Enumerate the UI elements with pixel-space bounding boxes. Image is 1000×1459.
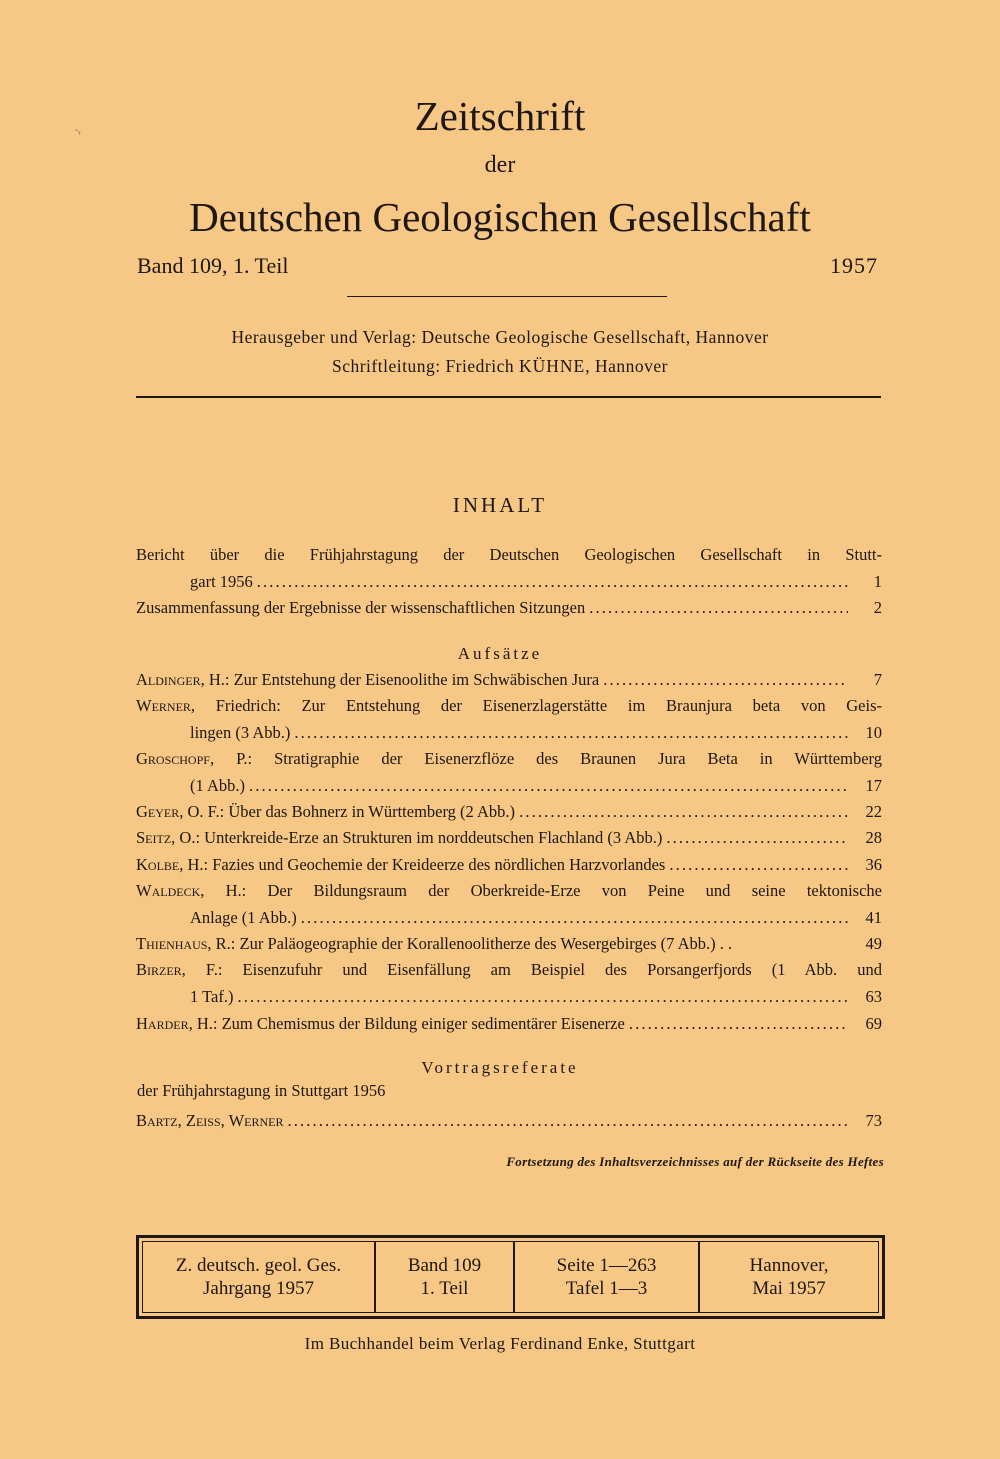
leader-dots (301, 905, 848, 932)
leader-dots (666, 825, 848, 852)
leader-dots (237, 984, 848, 1011)
editor-label: Schriftleitung: Friedrich (331, 356, 519, 376)
journal-title-line1: Zeitschrift (414, 93, 586, 139)
toc-title: , H.: Zur Entstehung der Eisenoolithe im Schwäbischen Jura (200, 670, 600, 689)
toc-entry (136, 1011, 882, 1038)
short-divider (347, 296, 667, 297)
journal-title-line3: Deutschen Geologischen Gesellschaft (189, 194, 811, 240)
toc-author: Werner (136, 696, 191, 715)
toc-entry (136, 746, 882, 799)
toc-page-number: 41 (865, 907, 882, 927)
editor-line (0, 356, 1000, 377)
toc-page-number: 69 (865, 1014, 882, 1033)
editor-city: , Hannover (585, 356, 668, 376)
toc-page-number: 73 (865, 1111, 882, 1130)
citation-box (136, 1235, 885, 1319)
toc-title: , P.: Stratigraphie der Eisenerzflöze des Braunen Jura Beta in Württemberg (209, 749, 882, 768)
toc-title: , H.: Der Bildungsraum der Oberkreide-Erze von Peine und seine tektonische (200, 881, 882, 900)
toc-entry-text: Zusammenfassung der Ergebnisse der wissenschaftlichen Sitzungen (136, 598, 586, 617)
toc-page-number: 22 (865, 802, 882, 821)
toc-page-number: 1 (873, 571, 882, 591)
leader-dots (629, 1011, 848, 1038)
toc-title: , O.: Unterkreide-Erze an Strukturen im norddeutschen Flachland (3 Abb.) (171, 828, 663, 847)
cell-line2: Jahrgang 1957 (203, 1278, 314, 1299)
toc-page-number: 17 (865, 775, 882, 795)
citation-cell-journal (143, 1242, 376, 1312)
long-divider (136, 396, 881, 398)
toc-author: Groschopf (136, 749, 210, 768)
toc-entry (136, 878, 882, 931)
toc-page-number: 28 (865, 828, 882, 847)
journal-title-line2: der (484, 152, 516, 178)
cell-line2: Tafel 1—3 (565, 1278, 648, 1299)
toc-entry (136, 693, 882, 746)
toc-title: , R.: Zur Paläogeographie der Korallenoolitherze des Wesergebirges (7 Abb.) . . (207, 934, 733, 953)
toc-title-line2: Anlage (1 Abb.) (190, 907, 297, 927)
cell-line1: Band 109 (407, 1255, 482, 1276)
cell-line2: 1. Teil (420, 1278, 469, 1299)
stray-mark: ˚ᵞ (75, 128, 81, 138)
toc-author: Seitz (136, 828, 172, 847)
continuation-note: Fortsetzung des Inhaltsverzeichnisses auf der Rückseite des Heftes (506, 1154, 884, 1169)
toc-entry (136, 1108, 882, 1135)
leader-dots (249, 773, 848, 800)
toc-page-number: 63 (865, 986, 882, 1006)
editor-surname: KÜHNE (518, 356, 586, 376)
toc-author: Kolbe (136, 855, 180, 874)
toc-title: , F.: Eisenzufuhr und Eisenfällung am Beispiel des Porsangerfjords (1 Abb. und (181, 960, 882, 979)
citation-cell-place-date (700, 1242, 878, 1312)
toc-title: , H.: Fazies und Geochemie der Kreideerze des nördlichen Harzvorlandes (179, 855, 666, 874)
section-heading-lectures: Vortragsreferate (421, 1058, 579, 1077)
toc-author: Thienhaus (136, 934, 208, 953)
toc-entry (136, 931, 882, 958)
toc-entry (136, 957, 882, 1010)
toc-author: Birzer (136, 960, 182, 979)
toc-author: Aldinger (136, 670, 201, 689)
toc-entry (136, 595, 882, 622)
trade-note: Im Buchhandel beim Verlag Ferdinand Enke, Stuttgart (304, 1334, 696, 1353)
toc-author: Waldeck (136, 881, 201, 900)
toc-title-line2: 1 Taf.) (190, 986, 234, 1006)
toc-title: , Friedrich: Zur Entstehung der Eisenerzlagerstätte im Braunjura beta von Geis- (190, 696, 882, 715)
leader-dots (589, 595, 848, 622)
contents-heading: INHALT (452, 493, 548, 517)
cell-line2: Mai 1957 (752, 1278, 826, 1299)
toc-entry (136, 825, 882, 852)
leader-dots (669, 852, 848, 879)
toc-page-number: 7 (873, 670, 882, 689)
citation-cell-volume (376, 1242, 515, 1312)
lectures-subtitle: der Frühjahrstagung in Stuttgart 1956 (137, 1081, 386, 1100)
cell-line1: Hannover, (749, 1255, 829, 1276)
toc-title: , H.: Zum Chemismus der Bildung einiger sedimentärer Eisenerze (188, 1014, 625, 1033)
toc-entry (136, 799, 882, 826)
toc-entry (136, 852, 882, 879)
leader-dots (257, 569, 848, 596)
toc-page-number: 49 (865, 934, 882, 953)
publisher-line: Herausgeber und Verlag: Deutsche Geologische Gesellschaft, Hannover (231, 327, 769, 347)
toc-entry-line2: gart 1956 (190, 571, 253, 591)
toc-page-number: 10 (865, 722, 882, 742)
leader-dots (519, 799, 848, 826)
toc-page-number: 2 (873, 598, 882, 617)
toc-title: , O. F.: Über das Bohnerz in Württemberg (2 Abb.) (179, 802, 516, 821)
section-heading-articles: Aufsätze (457, 644, 543, 663)
year-label: 1957 (830, 253, 878, 278)
toc-author: Bartz, Zeiss, Werner (136, 1111, 284, 1130)
toc-title-line2: (1 Abb.) (190, 775, 245, 795)
citation-cell-pages (515, 1242, 700, 1312)
toc-entry (136, 542, 882, 595)
volume-label: Band 109, 1. Teil (137, 253, 289, 278)
leader-dots (294, 720, 848, 747)
toc-entry (136, 667, 882, 694)
toc-title-line2: lingen (3 Abb.) (190, 722, 291, 742)
leader-dots (603, 667, 848, 694)
toc-author: Geyer (136, 802, 180, 821)
cell-line1: Z. deutsch. geol. Ges. (175, 1255, 342, 1276)
toc-author: Harder (136, 1014, 189, 1033)
cell-line1: Seite 1—263 (556, 1255, 657, 1276)
toc-entry-line1: Bericht über die Frühjahrstagung der Deutschen Geologischen Gesellschaft in Stutt- (136, 545, 882, 564)
leader-dots (287, 1108, 848, 1135)
toc-page-number: 36 (865, 855, 882, 874)
